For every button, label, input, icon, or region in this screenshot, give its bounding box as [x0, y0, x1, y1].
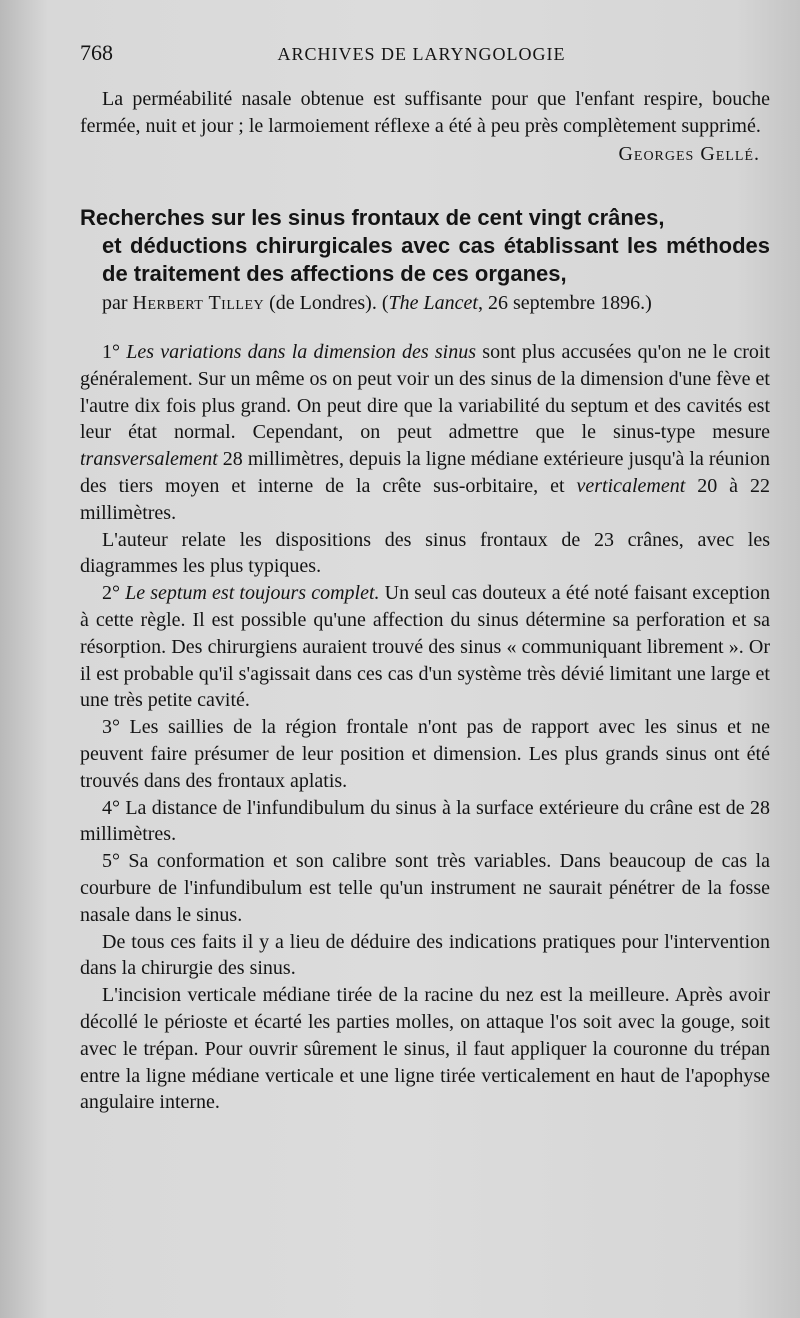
p1-italic-1: Les variations dans la dimension des sinus — [126, 340, 477, 363]
signature: Georges Gellé. — [618, 143, 760, 166]
paragraph-4: 3° Les saillies de la région frontale n'ont pas de rapport avec les sinus et ne peuvent faire présumer de leur position et dimension. Les plus grands sinus ont été trouvés dans des frontaux aplatis. — [80, 716, 770, 792]
p1-number: 1° — [102, 340, 120, 363]
article-title-rest: et déductions chirurgicales avec cas établissant les méthodes de traitement des affections de ces organes, — [102, 233, 770, 287]
publication-date: , 26 septembre 1896.) — [477, 292, 652, 315]
p1-text-2: 28 millimètres, depuis la ligne médiane extérieure jusqu'à la réunion des tiers moyen et interne de la crête sus-orbitaire, et — [80, 448, 770, 497]
p1-text-1: sont plus accusées qu'on ne le croit généralement. Sur un même os on peut voir un des sinus de la dimension d'une fève et l'autre dix fois plus grand. On peut dire que la variabilité du septum et des cavités est leur état normal. Cependant, on peut admettre que le sinus-type mesure — [80, 340, 771, 444]
paragraph-5: 4° La distance de l'infundibulum du sinus à la surface extérieure du crâne est de 28 millimètres. — [80, 796, 770, 846]
paragraph-8: L'incision verticale médiane tirée de la racine du nez est la meilleure. Après avoir décollé le périoste et écarté les parties molles, on attaque l'os soit avec la gouge, soit avec le trépan. Pour ouvrir sûrement le sinus, il faut appliquer la couronne du trépan entre la ligne médiane verticale et une ligne tirée verticalement en haut de l'apophyse angulaire interne. — [80, 984, 770, 1114]
author-name: Herbert Tilley — [132, 292, 265, 315]
page-number: 768 — [80, 40, 113, 65]
p3-text: Un seul cas douteux a été noté faisant exception à cette règle. Il est possible qu'une affection du sinus détermine sa perforation et sa résorption. Des chirurgiens auraient trouvé des sinus « communiquant librement ». Or il est probable qu'il s'agissait dans ces cas d'un système très dévié limitant une large et une très petite cavité. — [80, 582, 771, 712]
p1-text-3: 20 à 22 millimètres. — [80, 474, 770, 524]
p1-italic-3: verticalement — [576, 474, 686, 497]
article-title-line1: Recherches sur les sinus frontaux de cent vingt crânes, — [80, 205, 665, 231]
article-title — [80, 204, 770, 288]
article-byline — [80, 290, 770, 317]
intro-paragraph: La perméabilité nasale obtenue est suffisante pour que l'enfant respire, bouche fermée, nuit et jour ; le larmoiement réflexe a été à peu près complètement supprimé. — [80, 87, 770, 137]
paragraph-1 — [80, 339, 770, 527]
paragraph-3 — [80, 580, 770, 714]
paragraph-6: 5° Sa conformation et son calibre sont très variables. Dans beaucoup de cas la courbure de l'infundibulum est telle qu'un instrument ne saurait pénétrer de la fosse nasale dans le sinus. — [80, 850, 770, 926]
byline-origin: (de Londres). — [269, 292, 377, 315]
paragraph-7: De tous ces faits il y a lieu de déduire des indications pratiques pour l'intervention dans la chirurgie des sinus. — [80, 930, 770, 980]
journal-name: The Lancet — [388, 292, 478, 315]
paragraph-2: L'auteur relate les dispositions des sinus frontaux de 23 crânes, avec les diagrammes les plus typiques. — [80, 528, 770, 578]
p3-italic: Le septum est toujours complet. — [125, 582, 380, 605]
page-text — [80, 40, 770, 1116]
byline-prefix: par — [102, 292, 128, 315]
p3-number: 2° — [102, 582, 120, 605]
page-header — [80, 40, 770, 68]
running-title: ARCHIVES DE LARYNGOLOGIE — [277, 44, 566, 64]
p1-italic-2: transversalement — [80, 448, 218, 471]
journal-open: ( — [381, 292, 389, 315]
